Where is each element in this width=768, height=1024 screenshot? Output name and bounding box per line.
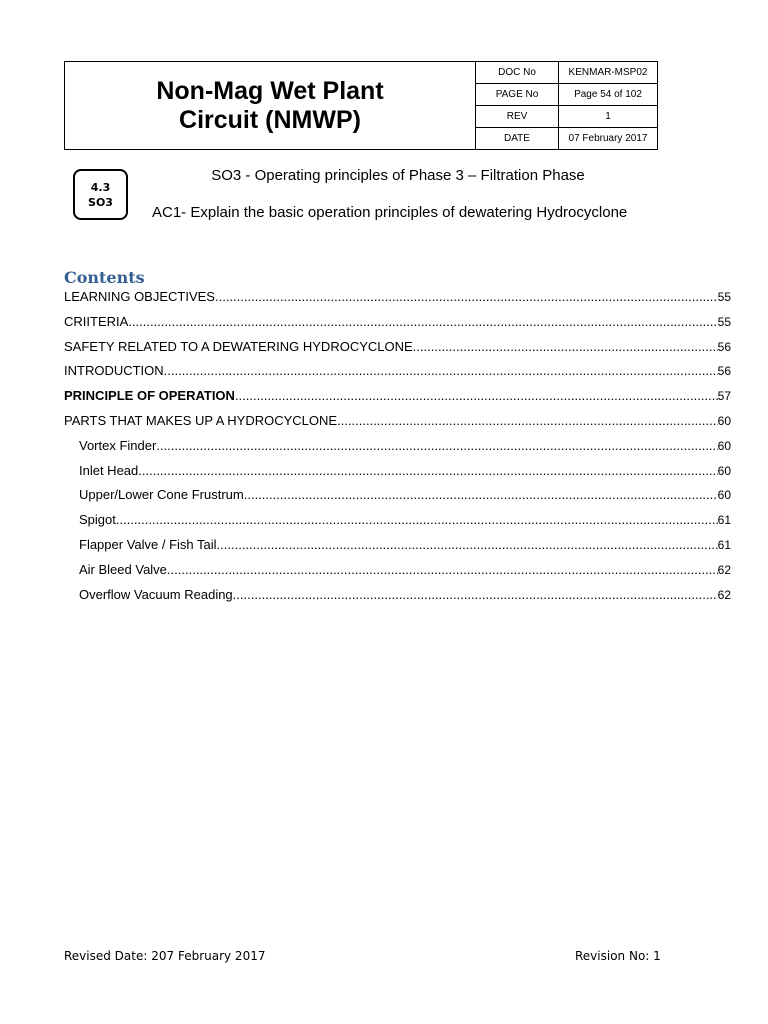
toc-dot-leader <box>156 438 717 453</box>
section-badge-code: SO3 <box>88 195 113 209</box>
toc-dot-leader <box>233 587 718 602</box>
toc-entry-page: 56 <box>717 339 731 354</box>
toc-entry-page: 56 <box>717 364 731 379</box>
footer-revised-date: Revised Date: 207 February 2017 <box>64 949 266 963</box>
toc-dot-leader <box>337 413 718 428</box>
contents-heading: Contents <box>64 268 145 287</box>
toc-entry-label: Spigot <box>79 512 116 528</box>
toc-entry[interactable] <box>64 388 731 413</box>
toc-entry-page: 60 <box>717 488 731 503</box>
toc-entry-page: 55 <box>717 314 731 329</box>
toc-subentry[interactable] <box>64 562 731 587</box>
toc-entry-label: Flapper Valve / Fish Tail <box>79 536 217 552</box>
toc-entry-label: Overflow Vacuum Reading <box>79 586 233 602</box>
meta-key: DOC No <box>476 62 559 83</box>
toc-dot-leader <box>164 363 718 378</box>
toc-entry-label: PARTS THAT MAKES UP A HYDROCYCLONE <box>64 412 338 428</box>
document-title-line1: Non-Mag Wet Plant <box>156 76 384 105</box>
toc-entry-label: SAFETY RELATED TO A DEWATERING HYDROCYCLONE <box>64 338 413 354</box>
toc-entry-label: CRIITERIA <box>64 313 129 329</box>
toc-subentry[interactable] <box>64 463 731 488</box>
footer-revision-number: Revision No: 1 <box>575 949 661 963</box>
toc-entry-page: 60 <box>717 413 731 428</box>
toc-dot-leader <box>413 339 718 354</box>
toc-entry[interactable] <box>64 289 731 314</box>
document-meta <box>476 62 657 149</box>
specific-outcome-title: SO3 - Operating principles of Phase 3 – Filtration Phase <box>211 167 585 184</box>
toc-entry-label: Upper/Lower Cone Frustrum <box>79 487 244 503</box>
toc-entry[interactable] <box>64 314 731 339</box>
toc-entry-page: 60 <box>717 438 731 453</box>
toc-entry-label: PRINCIPLE OF OPERATION <box>64 388 235 404</box>
meta-row-date <box>476 128 657 149</box>
toc-entry-page: 61 <box>717 537 731 552</box>
toc-entry-page: 60 <box>717 463 731 478</box>
toc-entry-label: LEARNING OBJECTIVES <box>64 289 215 304</box>
meta-key: REV <box>476 106 559 127</box>
meta-value: 07 February 2017 <box>568 133 648 144</box>
toc-dot-leader <box>138 463 717 478</box>
toc-subentry[interactable] <box>64 537 731 562</box>
document-title <box>65 62 476 149</box>
toc-entry-page: 61 <box>717 513 731 528</box>
toc-dot-leader <box>244 487 718 502</box>
toc-dot-leader <box>167 562 718 577</box>
table-of-contents <box>64 289 731 611</box>
toc-dot-leader <box>235 388 718 403</box>
toc-entry[interactable] <box>64 339 731 364</box>
toc-entry[interactable] <box>64 413 731 438</box>
document-header-table <box>64 61 658 150</box>
toc-subentry[interactable] <box>64 438 731 463</box>
meta-value: 1 <box>605 111 611 122</box>
meta-key: PAGE No <box>476 84 559 105</box>
toc-entry-page: 62 <box>717 562 731 577</box>
toc-entry-label: Air Bleed Valve <box>79 561 167 577</box>
toc-subentry[interactable] <box>64 587 731 612</box>
toc-dot-leader <box>217 537 718 552</box>
toc-entry[interactable] <box>64 363 731 388</box>
meta-row-doc-no <box>476 62 657 84</box>
toc-entry-label: INTRODUCTION <box>64 363 164 379</box>
toc-subentry[interactable] <box>64 487 731 512</box>
toc-entry-page: 55 <box>717 290 731 304</box>
toc-subentry[interactable] <box>64 512 731 537</box>
toc-dot-leader <box>128 314 717 329</box>
assessment-criterion-title: AC1- Explain the basic operation principles of dewatering Hydrocyclone <box>152 204 628 221</box>
meta-value: Page 54 of 102 <box>574 89 642 100</box>
toc-entry-page: 57 <box>717 389 731 404</box>
meta-row-rev <box>476 106 657 128</box>
meta-key: DATE <box>476 128 559 149</box>
toc-entry-label: Vortex Finder <box>79 437 157 453</box>
toc-dot-leader <box>116 512 718 527</box>
section-badge-number: 4.3 <box>90 180 111 194</box>
toc-dot-leader <box>215 289 718 304</box>
document-title-line2: Circuit (NMWP) <box>179 105 361 134</box>
toc-entry-label: Inlet Head <box>79 462 139 478</box>
meta-row-page-no <box>476 84 657 106</box>
meta-value: KENMAR-MSP02 <box>568 67 648 78</box>
toc-entry-page: 62 <box>717 587 731 602</box>
